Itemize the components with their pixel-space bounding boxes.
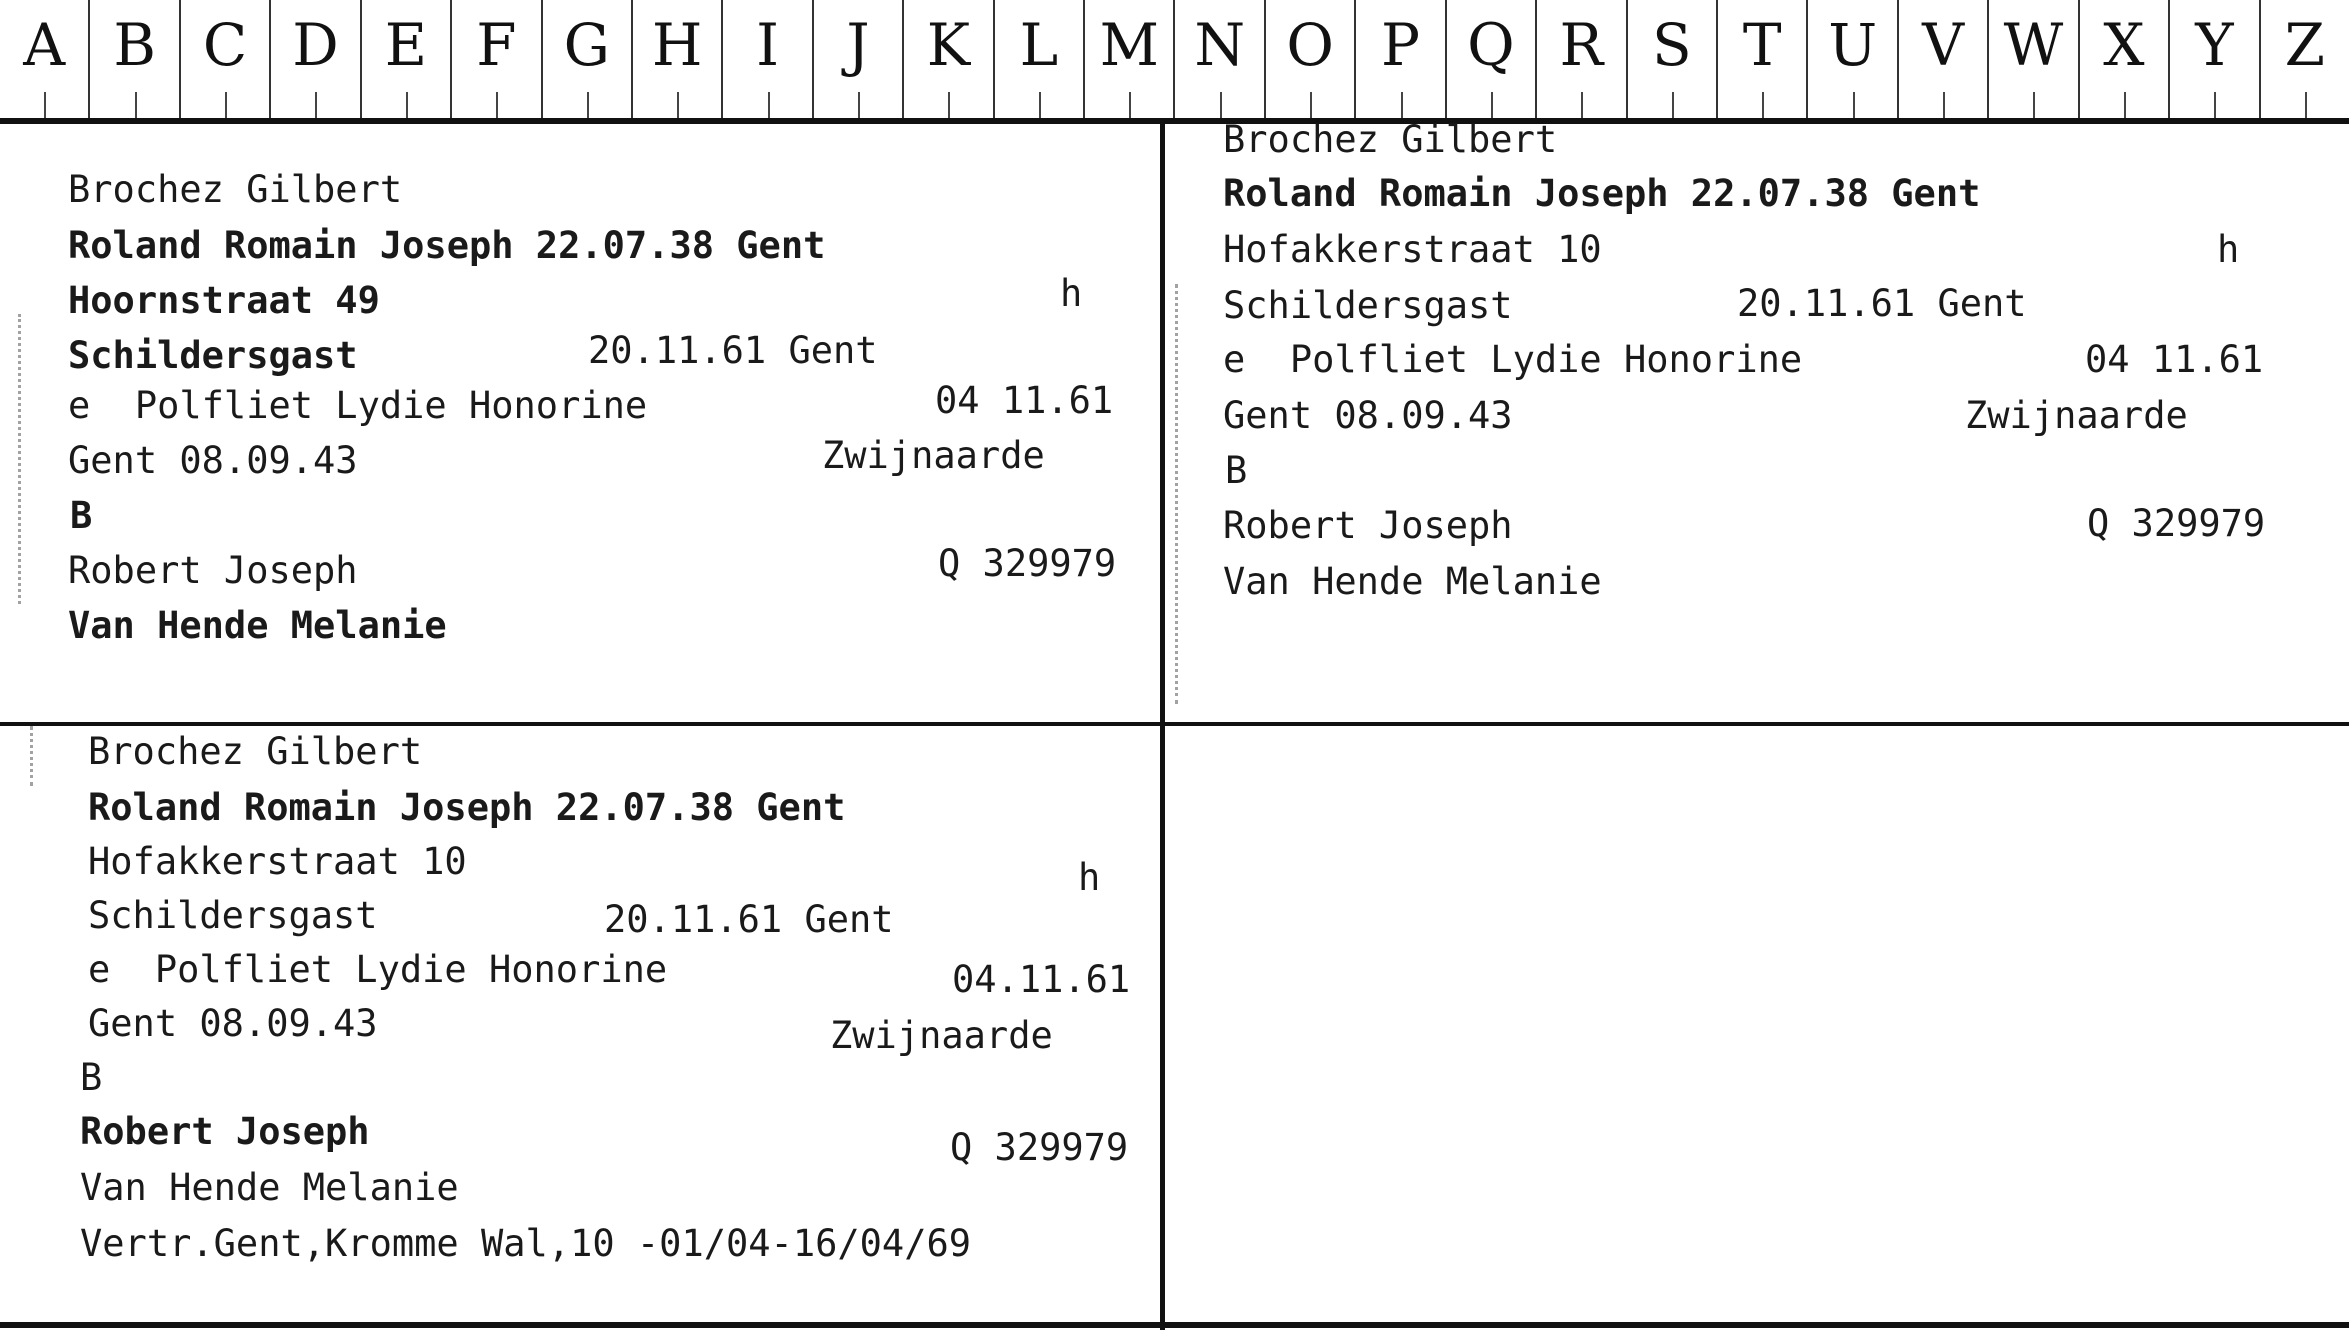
card-surname: Brochez Gilbert bbox=[68, 168, 403, 211]
alphabet-letter-h: H bbox=[633, 0, 723, 118]
card-marker: h bbox=[1060, 272, 1083, 315]
record-card-top-left bbox=[0, 124, 1160, 722]
alphabet-letter-d: D bbox=[271, 0, 361, 118]
alphabet-letter-r: R bbox=[1537, 0, 1627, 118]
card-spouse-place: Zwijnaarde bbox=[1965, 394, 2188, 437]
alphabet-index bbox=[0, 0, 2349, 124]
alphabet-letter-f: F bbox=[452, 0, 542, 118]
card-spouse-place: Zwijnaarde bbox=[822, 434, 1045, 477]
alphabet-letter-p: P bbox=[1356, 0, 1446, 118]
alphabet-letter-u: U bbox=[1808, 0, 1898, 118]
card-spouse-place: Zwijnaarde bbox=[830, 1014, 1053, 1057]
card-spouse-birth: Gent 08.09.43 bbox=[1223, 394, 1513, 437]
record-card-top-right bbox=[1165, 118, 2349, 722]
card-marriage-date: 04 11.61 bbox=[2085, 338, 2264, 381]
card-spouse: e Polfliet Lydie Honorine bbox=[88, 948, 668, 991]
alphabet-letter-q: Q bbox=[1447, 0, 1537, 118]
alphabet-letter-k: K bbox=[904, 0, 994, 118]
card-address: Hofakkerstraat 10 bbox=[1223, 228, 1602, 271]
record-card-bottom-left bbox=[0, 726, 1160, 1322]
alphabet-letter-n: N bbox=[1175, 0, 1265, 118]
card-marriage-date: 04 11.61 bbox=[935, 379, 1114, 422]
card-code: B bbox=[70, 494, 93, 537]
alphabet-letter-a: A bbox=[0, 0, 90, 118]
alphabet-letter-o: O bbox=[1266, 0, 1356, 118]
card-mother: Van Hende Melanie bbox=[1223, 560, 1602, 603]
card-names-birth: Roland Romain Joseph 22.07.38 Gent bbox=[68, 224, 826, 267]
card-occupation-date: 20.11.61 Gent bbox=[1737, 282, 2027, 325]
alphabet-letter-y: Y bbox=[2170, 0, 2260, 118]
binding-stamp bbox=[1175, 284, 1192, 704]
alphabet-letter-w: W bbox=[1989, 0, 2079, 118]
card-marriage-date: 04.11.61 bbox=[952, 958, 1131, 1001]
card-marker: h bbox=[2217, 228, 2240, 271]
alphabet-letter-x: X bbox=[2080, 0, 2170, 118]
card-occupation-date: 20.11.61 Gent bbox=[604, 898, 894, 941]
alphabet-letter-v: V bbox=[1899, 0, 1989, 118]
bottom-border bbox=[0, 1322, 2349, 1328]
alphabet-letter-g: G bbox=[543, 0, 633, 118]
alphabet-letter-c: C bbox=[181, 0, 271, 118]
card-spouse: e Polfliet Lydie Honorine bbox=[1223, 338, 1803, 381]
card-occupation: Schildersgast bbox=[88, 894, 378, 937]
card-code: B bbox=[1225, 449, 1248, 492]
card-occupation: Schildersgast bbox=[1223, 284, 1513, 327]
card-occupation-date: 20.11.61 Gent bbox=[588, 329, 878, 372]
alphabet-letter-m: M bbox=[1085, 0, 1175, 118]
card-mother: Van Hende Melanie bbox=[68, 604, 447, 647]
alphabet-letter-l: L bbox=[995, 0, 1085, 118]
alphabet-letter-t: T bbox=[1718, 0, 1808, 118]
card-number: Q 329979 bbox=[938, 542, 1117, 585]
binding-stamp bbox=[30, 726, 47, 786]
card-father: Robert Joseph bbox=[1223, 504, 1513, 547]
binding-stamp bbox=[18, 314, 35, 604]
card-note: Vertr.Gent,Kromme Wal,10 -01/04-16/04/69 bbox=[80, 1222, 972, 1265]
alphabet-letter-s: S bbox=[1628, 0, 1718, 118]
card-father: Robert Joseph bbox=[68, 549, 358, 592]
card-occupation: Schildersgast bbox=[68, 334, 358, 377]
card-number: Q 329979 bbox=[950, 1126, 1129, 1169]
card-names-birth: Roland Romain Joseph 22.07.38 Gent bbox=[1223, 172, 1981, 215]
alphabet-letter-b: B bbox=[90, 0, 180, 118]
card-spouse-birth: Gent 08.09.43 bbox=[68, 439, 358, 482]
alphabet-letter-e: E bbox=[362, 0, 452, 118]
card-names-birth: Roland Romain Joseph 22.07.38 Gent bbox=[88, 786, 846, 829]
alphabet-letter-j: J bbox=[814, 0, 904, 118]
card-number: Q 329979 bbox=[2087, 502, 2266, 545]
card-surname: Brochez Gilbert bbox=[1223, 118, 1558, 161]
card-address: Hofakkerstraat 10 bbox=[88, 840, 467, 883]
card-spouse: e Polfliet Lydie Honorine bbox=[68, 384, 648, 427]
card-marker: h bbox=[1078, 856, 1101, 899]
alphabet-letter-i: I bbox=[723, 0, 813, 118]
card-mother: Van Hende Melanie bbox=[80, 1166, 459, 1209]
alphabet-letter-z: Z bbox=[2261, 0, 2349, 118]
card-address: Hoornstraat 49 bbox=[68, 279, 380, 322]
card-father: Robert Joseph bbox=[80, 1110, 370, 1153]
card-spouse-birth: Gent 08.09.43 bbox=[88, 1002, 378, 1045]
card-surname: Brochez Gilbert bbox=[88, 730, 423, 773]
card-code: B bbox=[80, 1056, 103, 1099]
